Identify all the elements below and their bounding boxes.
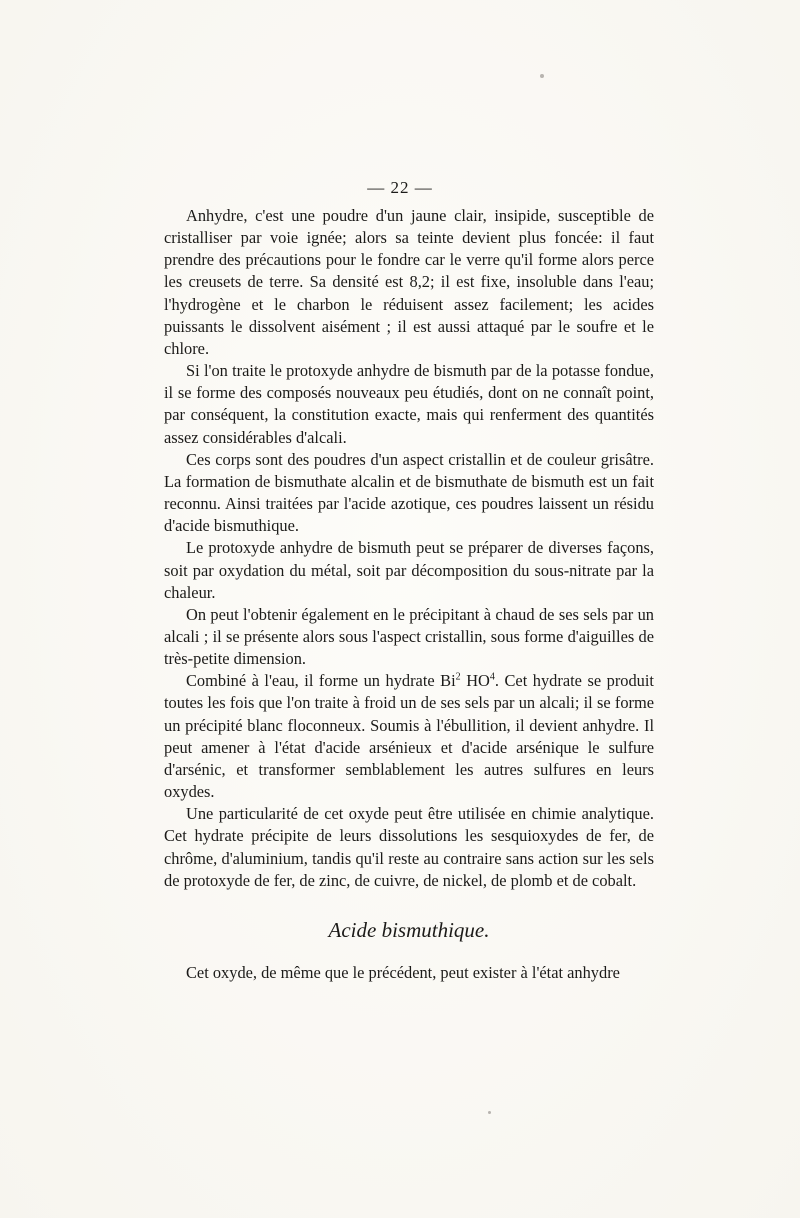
body-text: [164, 205, 654, 984]
ink-speck: [488, 1111, 491, 1114]
hydrate-text-middle: HO: [460, 671, 490, 691]
section-heading: Acide bismuthique.: [328, 917, 490, 942]
paragraph-potasse: Si l'on traite le protoxyde anhydre de bismuth par de la potasse fondue, il se forme des composés nouveaux peu étudiés, dont on ne connaît point, par conséquent, la constitution exacte, mais qui renferment des quantités assez considérables d'alcali.: [164, 361, 654, 447]
formula-subscript-4: 4: [489, 671, 495, 683]
paragraph-analytique: Une particularité de cet oxyde peut être utilisée en chimie analytique. Cet hydrate précipite de leurs dissolutions les sesquioxydes de fer, de chrôme, d'aluminium, tandis qu'il reste au contraire sans action sur les sels de protoxyde de fer, de zinc, de cuivre, de nickel, de plomb et de cobalt.: [164, 804, 654, 890]
paragraph-anhydre: Anhydre, c'est une poudre d'un jaune clair, insipide, susceptible de cristalliser par voie ignée; alors sa teinte devient plus foncée: il faut prendre des précautions pour le fondre car le verre qu'il forme alors perce les creusets de terre. Sa densité est 8,2; il est fixe, insoluble dans l'eau; l'hydrogène et le charbon le réduisent assez facilement; les acides puissants le dissolvent aisément ; il est aussi attaqué par le soufre et le chlore.: [164, 206, 654, 358]
paragraph-final: Cet oxyde, de même que le précédent, peut exister à l'état anhydre: [186, 962, 620, 982]
hydrate-text-after: . Cet hydrate se produit toutes les fois que l'on traite à froid un de ses sels par un alcali; il se forme un précipité blanc floconneux. Soumis à l'ébullition, il devient anhydre. Il peut amener à l'état d'acide arsénieux et d'acide arsénique le sulfure d'arsénic, et transformer semblablement les autres sulfures en leurs oxydes.: [164, 671, 654, 802]
page-number: — 22 —: [367, 178, 433, 197]
formula-subscript-2: 2: [455, 671, 461, 683]
paragraph-poudres: Ces corps sont des poudres d'un aspect cristallin et de couleur grisâtre. La formation de bismuthate alcalin et de bismuthate de bismuth est un fait reconnu. Ainsi traitées par l'acide azotique, ces poudres laissent un résidu d'acide bismuthique.: [164, 449, 654, 536]
ink-speck: [540, 74, 544, 78]
hydrate-text-before: Combiné à l'eau, il forme un hydrate Bi: [186, 671, 456, 691]
paragraph-hydrate: [164, 670, 654, 803]
paragraph-precipitation: On peut l'obtenir également en le précipitant à chaud de ses sels par un alcali ; il se présente alors sous l'aspect cristallin, sous forme d'aiguilles de très-petite dimension.: [164, 604, 654, 669]
paragraph-preparation: Le protoxyde anhydre de bismuth peut se préparer de diverses façons, soit par oxydation du métal, soit par décomposition du sous-nitrate par la chaleur.: [164, 538, 654, 602]
